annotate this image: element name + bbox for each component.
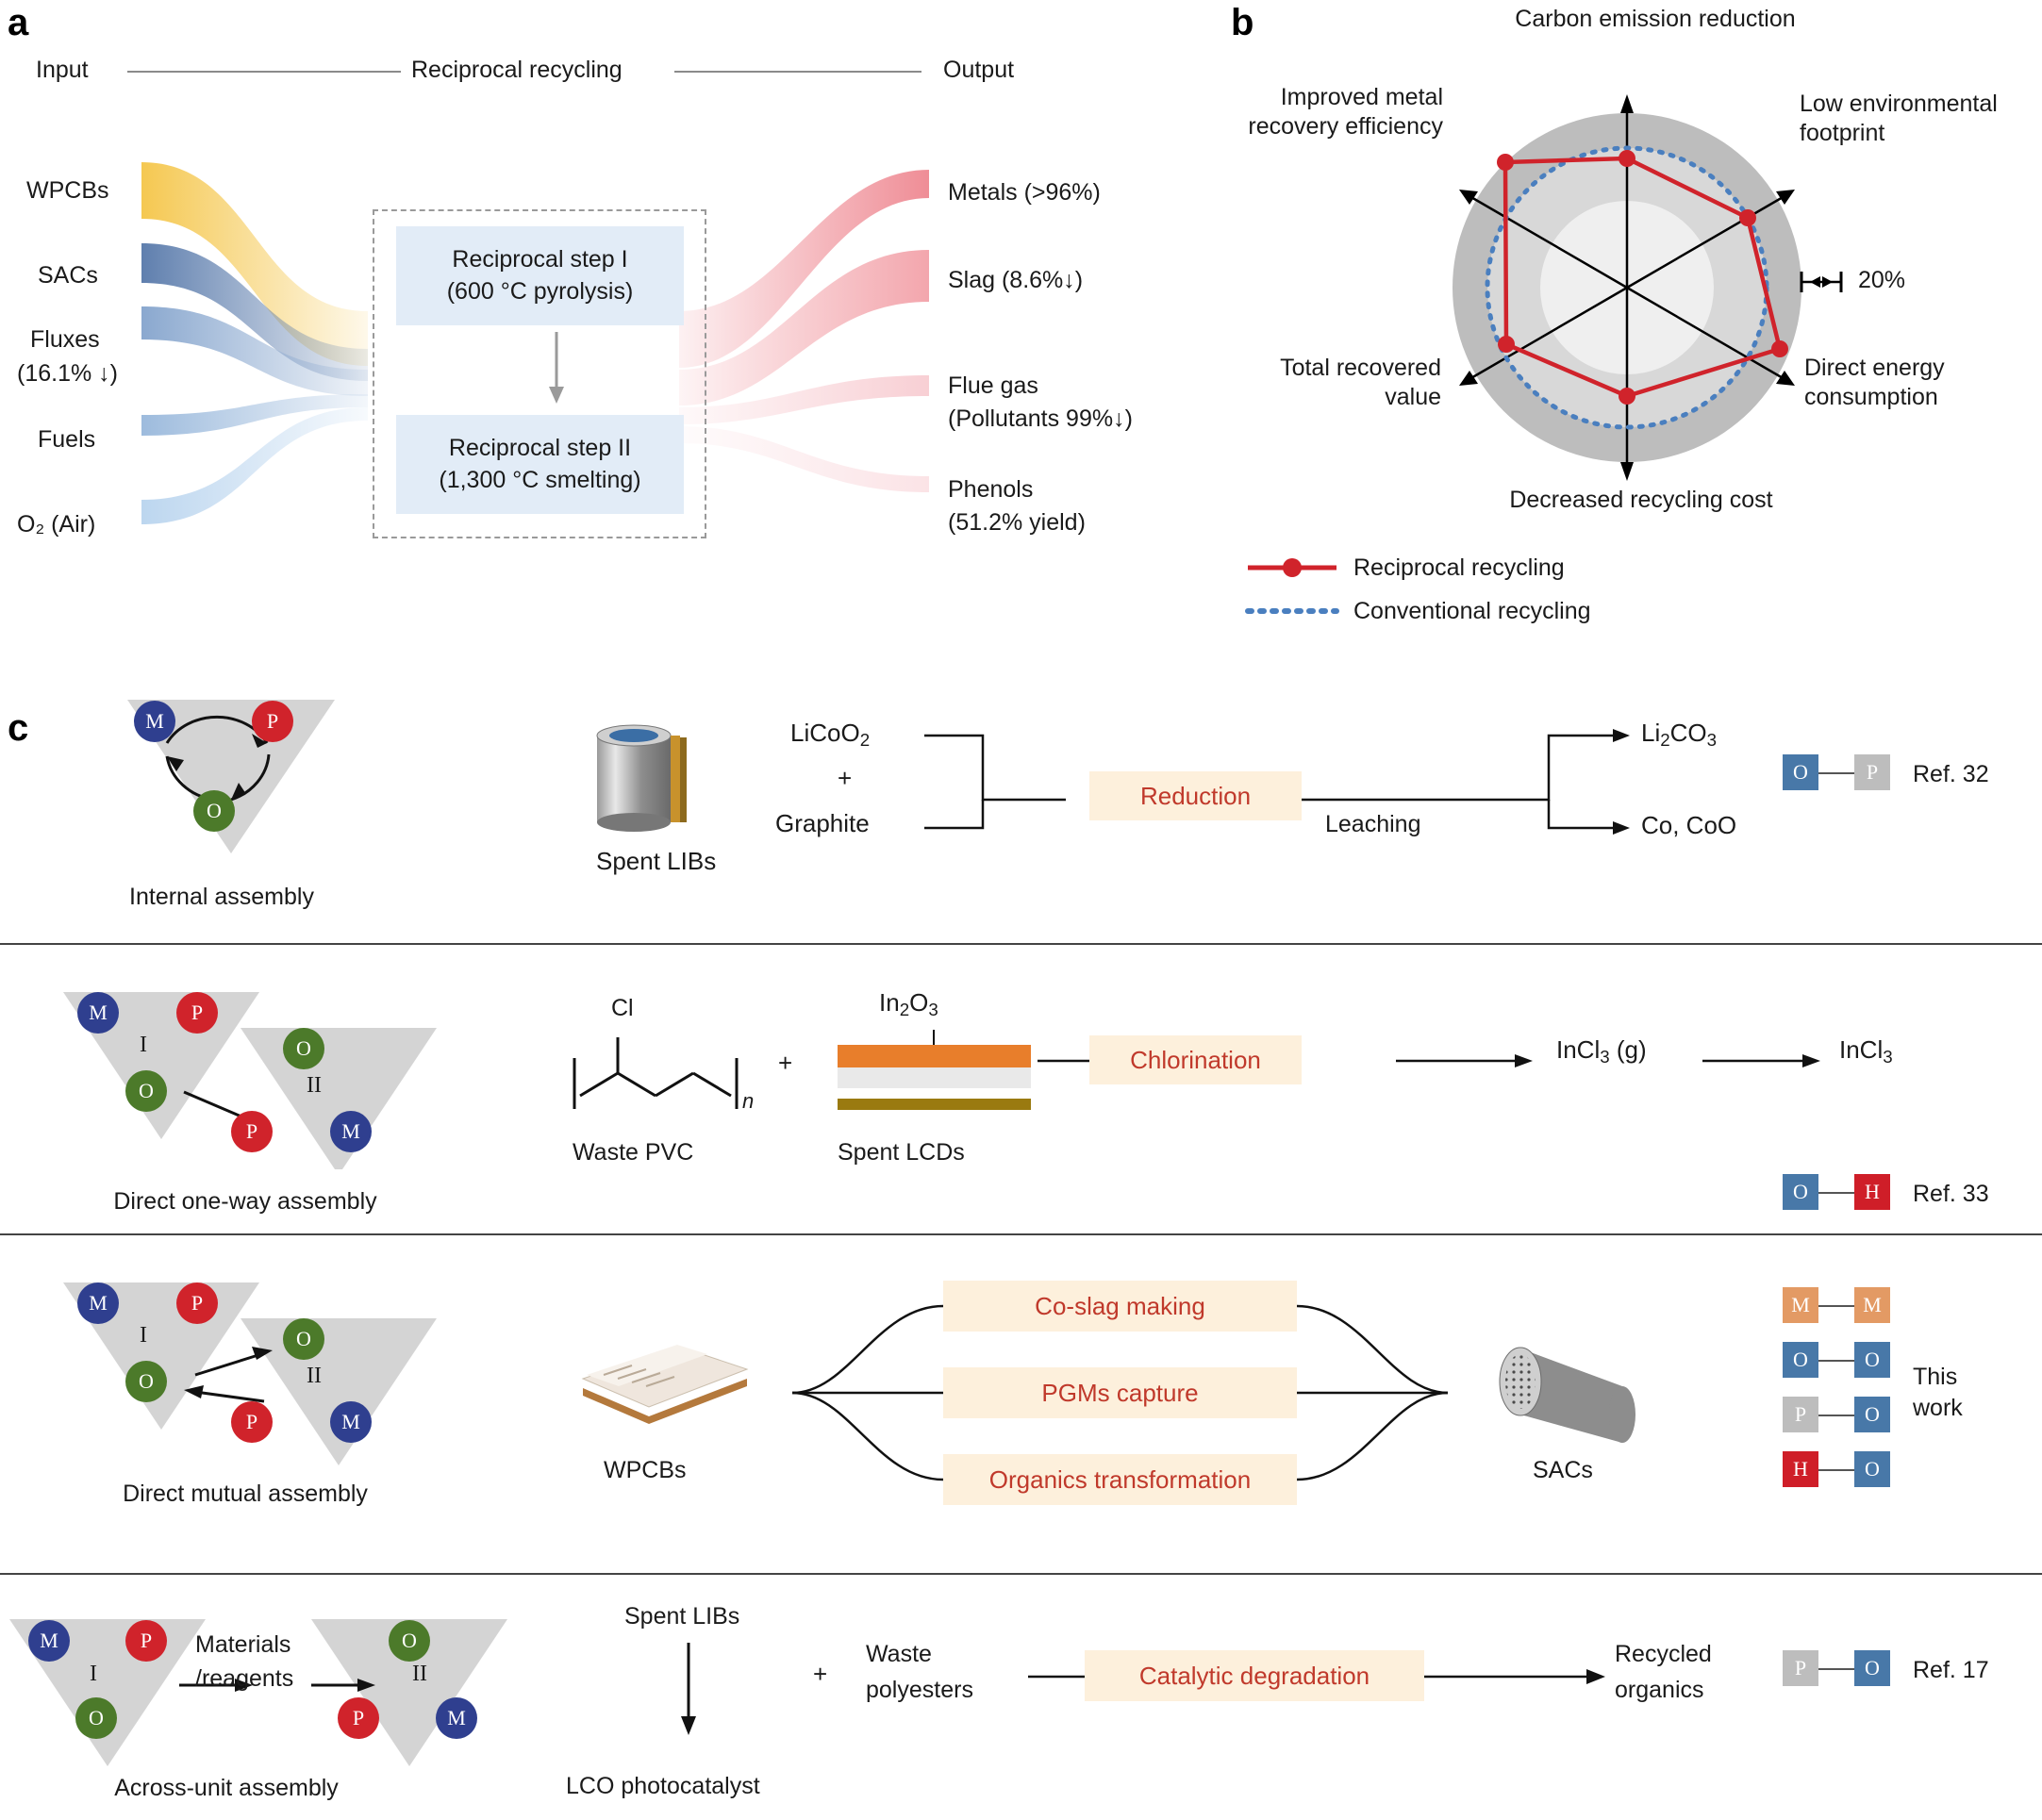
ref-square-o3-row3: O (1854, 1397, 1890, 1432)
step1-line1: Reciprocal step I (452, 245, 628, 273)
node-o-row4b: O (389, 1620, 430, 1662)
input-sublabel-fluxes: (16.1% ↓) (17, 360, 118, 387)
ref-connector-row4 (1818, 1668, 1854, 1670)
caption-across-unit-assembly: Across-unit assembly (114, 1775, 339, 1801)
ref-square-o-row4: O (1854, 1650, 1890, 1686)
arrow-label-reagents: /reagents (195, 1665, 294, 1692)
ref-label-row3-line1: This (1913, 1364, 1958, 1390)
panel-a-letter: a (8, 2, 29, 43)
reactant-licoo2: LiCoO$_2$ (790, 719, 871, 751)
node-p-row1: P (252, 701, 293, 742)
reactant-graphite: Graphite (775, 809, 870, 837)
material-waste-line2: polyesters (866, 1677, 973, 1703)
process-organics-transformation[interactable]: Organics transformation (943, 1454, 1297, 1505)
triangle-label-i-row2: I (140, 1033, 147, 1057)
ref-square-o2-row3: O (1854, 1342, 1890, 1378)
spent-lib-battery-icon (580, 715, 712, 837)
product-co-coo: Co, CoO (1641, 811, 1737, 839)
node-p-row4b: P (338, 1697, 379, 1739)
ref-square-o-row2: O (1783, 1174, 1818, 1210)
radar-axis-label-value: Total recovered value (1280, 355, 1441, 411)
ref-label-row4: Ref. 17 (1913, 1657, 1989, 1683)
ref-connector-row1 (1818, 772, 1854, 774)
output-label-slag: Slag (8.6%↓) (948, 267, 1084, 293)
panel-a (0, 0, 1207, 604)
node-m-row2a: M (77, 992, 119, 1034)
node-o-row2b: O (283, 1028, 324, 1069)
reactant-cl-row2: Cl (611, 995, 634, 1021)
input-label-fluxes: Fluxes (30, 326, 100, 353)
ref-connector-row3-1 (1818, 1305, 1854, 1307)
material-spent-lcds: Spent LCDs (838, 1139, 965, 1166)
node-p-row2a: P (176, 992, 218, 1034)
output-label-phenols: Phenols (948, 476, 1034, 503)
process-catalytic-degradation[interactable]: Catalytic degradation (1085, 1650, 1424, 1701)
ref-label-row3-line2: work (1913, 1395, 1963, 1421)
panel-a-header-input: Input (36, 57, 89, 83)
product-incl3-gas: InCl$_3$ (g) (1556, 1035, 1647, 1067)
node-p-row3b: P (231, 1401, 273, 1443)
ref-square-p-row1: P (1854, 754, 1890, 790)
radar-scale-label: 20% (1858, 267, 1906, 293)
ref-connector-row2 (1818, 1192, 1854, 1194)
input-label-wpcbs: WPCBs (26, 177, 109, 204)
row-separator-3 (0, 1573, 2042, 1575)
radar-chart (1207, 0, 2042, 528)
process-co-slag-making[interactable]: Co-slag making (943, 1281, 1297, 1332)
material-spent-libs-row1: Spent LIBs (596, 847, 717, 875)
node-m-row4b: M (436, 1697, 477, 1739)
radar-axis-label-cost: Decreased recycling cost (1509, 487, 1773, 513)
ref-square-h-row3: H (1783, 1451, 1818, 1487)
step-arrow-down-icon (528, 330, 585, 410)
node-m-row4a: M (28, 1620, 70, 1662)
process-leaching: Leaching (1325, 811, 1421, 837)
row-separator-2 (0, 1233, 2042, 1235)
input-label-fuels: Fuels (38, 426, 96, 453)
sacs-cylinder-icon (1481, 1332, 1651, 1464)
product-recycled-line1: Recycled (1615, 1641, 1712, 1667)
radar-axis-label-carbon: Carbon emission reduction (1515, 6, 1796, 32)
radar-axis-label-energy: Direct energy consumption (1804, 355, 1945, 411)
ref-square-p-row3: P (1783, 1397, 1818, 1432)
node-m-row3a: M (77, 1282, 119, 1324)
caption-internal-assembly: Internal assembly (129, 884, 314, 910)
panel-a-header-middle: Reciprocal recycling (411, 57, 623, 83)
node-m-row3b: M (330, 1401, 372, 1443)
ref-connector-row3-3 (1818, 1415, 1854, 1416)
caption-one-way-assembly: Direct one-way assembly (113, 1188, 377, 1215)
node-o-row4a: O (75, 1697, 117, 1739)
triangle-label-ii-row3: II (307, 1364, 322, 1388)
material-spent-libs-row4: Spent LIBs (624, 1603, 740, 1630)
node-p-row2b: P (231, 1111, 273, 1152)
radar-axis-label-footprint: Low environmental footprint (1800, 91, 1998, 147)
plus-sign-row1: + (838, 764, 853, 792)
panel-c-letter: c (8, 707, 29, 749)
arrow-down-row4-icon (660, 1641, 717, 1745)
triangle-label-i-row4: I (90, 1662, 97, 1686)
node-m-row1: M (134, 701, 175, 742)
arrow-label-materials: Materials (195, 1631, 291, 1658)
node-o-row1: O (193, 790, 235, 832)
material-waste-line1: Waste (866, 1641, 932, 1667)
triangle-label-i-row3: I (140, 1323, 147, 1348)
step2-line2: (1,300 °C smelting) (439, 466, 641, 493)
plus-sign-row2: + (778, 1049, 793, 1077)
ref-square-o-row1: O (1783, 754, 1818, 790)
plus-sign-row4: + (813, 1660, 828, 1688)
triangle-label-ii-row2: II (307, 1073, 322, 1098)
node-o-row3a: O (125, 1361, 167, 1402)
panel-b-letter: b (1231, 2, 1254, 43)
ref-square-h-row2: H (1854, 1174, 1890, 1210)
triangle-label-ii-row4: II (412, 1662, 427, 1686)
ref-label-row1: Ref. 32 (1913, 761, 1989, 787)
panel-b (1207, 0, 2042, 660)
output-label-flue-gas: Flue gas (948, 372, 1038, 399)
step1-line2: (600 °C pyrolysis) (446, 277, 634, 305)
node-p-row4a: P (125, 1620, 167, 1662)
radar-axis-label-recovery: Improved metal recovery efficiency (1248, 84, 1443, 141)
output-label-metals: Metals (>96%) (948, 179, 1101, 206)
reciprocal-step-1 (396, 226, 684, 325)
panel-c (0, 660, 2042, 1820)
input-label-o2-air: O₂ (Air) (17, 511, 96, 538)
input-label-sacs: SACs (38, 262, 98, 289)
process-pgms-capture[interactable]: PGMs capture (943, 1367, 1297, 1418)
ref-square-m1-row3: M (1783, 1287, 1818, 1323)
legend-item-reciprocal: Reciprocal recycling (1353, 554, 1565, 581)
reactant-in2o3: $In_2O_3$ (879, 988, 938, 1020)
ref-square-o4-row3: O (1854, 1451, 1890, 1487)
reciprocal-step-2 (396, 415, 684, 514)
ref-label-row2: Ref. 33 (1913, 1181, 1989, 1207)
node-o-row3b: O (283, 1318, 324, 1360)
node-m-row2b: M (330, 1111, 372, 1152)
spent-lcds-stack-icon (830, 1028, 1047, 1122)
process-reduction[interactable]: Reduction (1089, 771, 1302, 820)
wpcbs-board-icon (566, 1320, 755, 1443)
output-sublabel-flue-gas: (Pollutants 99%↓) (948, 405, 1133, 432)
legend-item-conventional: Conventional recycling (1353, 598, 1591, 624)
ref-connector-row3-4 (1818, 1469, 1854, 1471)
product-recycled-line2: organics (1615, 1677, 1704, 1703)
material-waste-pvc: Waste PVC (573, 1139, 694, 1166)
panel-a-header-output: Output (943, 57, 1015, 83)
material-wpcbs-row3: WPCBs (604, 1457, 687, 1483)
node-o-row2a: O (125, 1070, 167, 1112)
output-sublabel-phenols: (51.2% yield) (948, 509, 1086, 536)
process-chlorination[interactable]: Chlorination (1089, 1035, 1302, 1084)
ref-square-p-row4: P (1783, 1650, 1818, 1686)
ref-square-o1-row3: O (1783, 1342, 1818, 1378)
material-sacs-row3: SACs (1533, 1457, 1593, 1483)
node-p-row3a: P (176, 1282, 218, 1324)
caption-mutual-assembly: Direct mutual assembly (123, 1481, 368, 1507)
step2-line1: Reciprocal step II (448, 434, 632, 461)
product-incl3: InCl$_3$ (1839, 1035, 1893, 1067)
pvc-subscript-n: n (742, 1089, 755, 1113)
ref-square-m2-row3: M (1854, 1287, 1890, 1323)
product-li2co3: $Li_2CO_3$ (1641, 719, 1718, 751)
row-separator-1 (0, 943, 2042, 945)
ref-connector-row3-2 (1818, 1360, 1854, 1362)
material-lco-photocatalyst: LCO photocatalyst (566, 1773, 760, 1799)
